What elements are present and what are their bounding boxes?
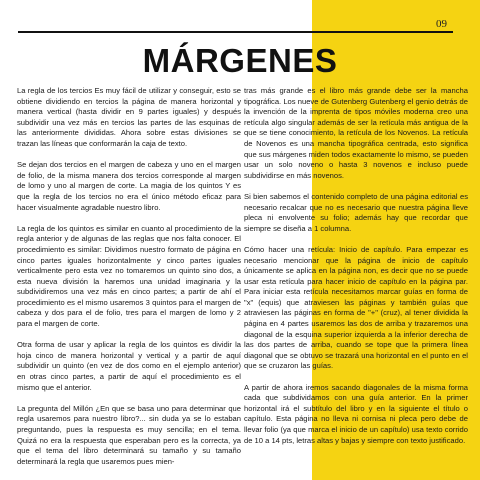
header-rule [18,31,453,33]
text-column-right [244,86,468,446]
paragraph: Si bien sabemos el contenido completo de una página editorial es necesario recalcar que no es necesario que nuestra página lleve pleca ni envolvente su folio; además hay que recordar que siempre se diseña a 1 columna. [244,191,468,233]
text-column-left [17,86,241,467]
page-title: MÁRGENES [142,42,338,79]
paragraph: La regla de los tercios Es muy fácil de utilizar y conseguir, esto se obtiene dividiendo en tercios la página de manera horizontal y manera vertical (hasta dividir en 9 partes iguales) y después subdividir una vez más en tercios las partes de las esquinas de las anteriormente divididas. Ahora sobre estas divisiones se trazan las líneas que conformarán la caja de texto. [17,86,241,148]
paragraph: Otra forma de usar y aplicar la regla de los quintos es dividir la hoja cinco de manera horizontal y vertical y a partir de aquí subdividir un quinto (en vez de dos como en el ejemplo anterior) en otras cinco partes, a partir de aquí el procedimiento es el mismo que el anterior. [17,340,241,392]
paragraph: A partir de ahora iremos sacando diagonales de la misma forma cada que subdividamos con una guía anterior. En la primer horizontal irá el subtítulo del libro y en la siguiente el título o capítulo. Esta página no lleva ni cornisa ni pleca pero debe de llevar folio (ya que marca el inicio de un capítulo) usa texto corrido de 10 a 14 pts, letras altas y bajas y siempre con texto justificado. [244,382,468,445]
paragraph: Cómo hacer una retícula: Inicio de capítulo. Para empezar es necesario mencionar que la página de inicio de capítulo únicamente se aplica en la página non, es decir que no se puede usar esta retícula para hacer inicio de capítulo en la página par. Para iniciar esta retícula necesitamos marcar guías en forma de "x" (equis) que atraviesen las páginas y también guías que atraviesen las páginas en forma de "+" (cruz), al tener dividida la página en 4 partes usaremos las dos de arriba y trazaremos una diagonal de la esquina superior izquierda a la inferior derecha de las dos partes de arriba, cuando se tope que la primera línea diagonal que se obtuvo se trazará una horizontal en el punto en el que se cruzaron las guías. [244,244,468,371]
paragraph: tras más grande es el libro más grande debe ser la mancha tipográfica. Los nueve de Gutenberg Gutenberg el genio detrás de la invención de la imprenta de tipos móviles moderna creo una retícula algo singular además de ser la retícula más antigua de la que se tiene conocimiento, la retícula de los Novenos. La retícula de Novenos es una mancha tipográfica centrada, esto significa que sus márgenes miden todos exactamente lo mismo, se pueden usar un solo noveno o hasta 3 novenos e incluso puede subdividirse en más novenos. [244,86,468,180]
paragraph: La pregunta del Millón ¿En que se basa uno para determinar que regla usaremos para nuestro libro?... sin duda ya se lo estaban preguntando, pues la respuesta es muy sencilla; en el tema. Quizá no era la respuesta que esperaban pero es la correcta, ya que el tema del libro determinará su tamaño y su tamaño determinará la regla que usaremos pues mien- [17,403,241,466]
paragraph: Se dejan dos tercios en el margen de cabeza y uno en el margen de folio, de la misma manera dos tercios corresponde al margen de lomo y uno al margen de corte. La magia de los quintos Y es que la regla de los tercios no era el único método eficaz para hacer visualmente agradable nuestro libro. [17,160,241,212]
page-number: 09 [436,18,447,30]
paragraph: La regla de los quintos es similar en cuanto al procedimiento de la regla anterior y de algunas de las reglas que nos falta conocer. El procedimiento es similar: Dividimos nuestro formato de página en cinco partes iguales horizontalmente y cinco partes iguales verticalmente pero esta vez no tomaremos un quinto sino dos, a esta nueva división la haremos una unidad imaginaria y la subdividiremos una vez más en cinco partes; a partir de ahí el procedimiento es el mismo usaremos 3 quintos para el margen de cabeza y dos para el de folio, tres para el margen de lomo y 2 para el margen de corte. [17,223,241,329]
